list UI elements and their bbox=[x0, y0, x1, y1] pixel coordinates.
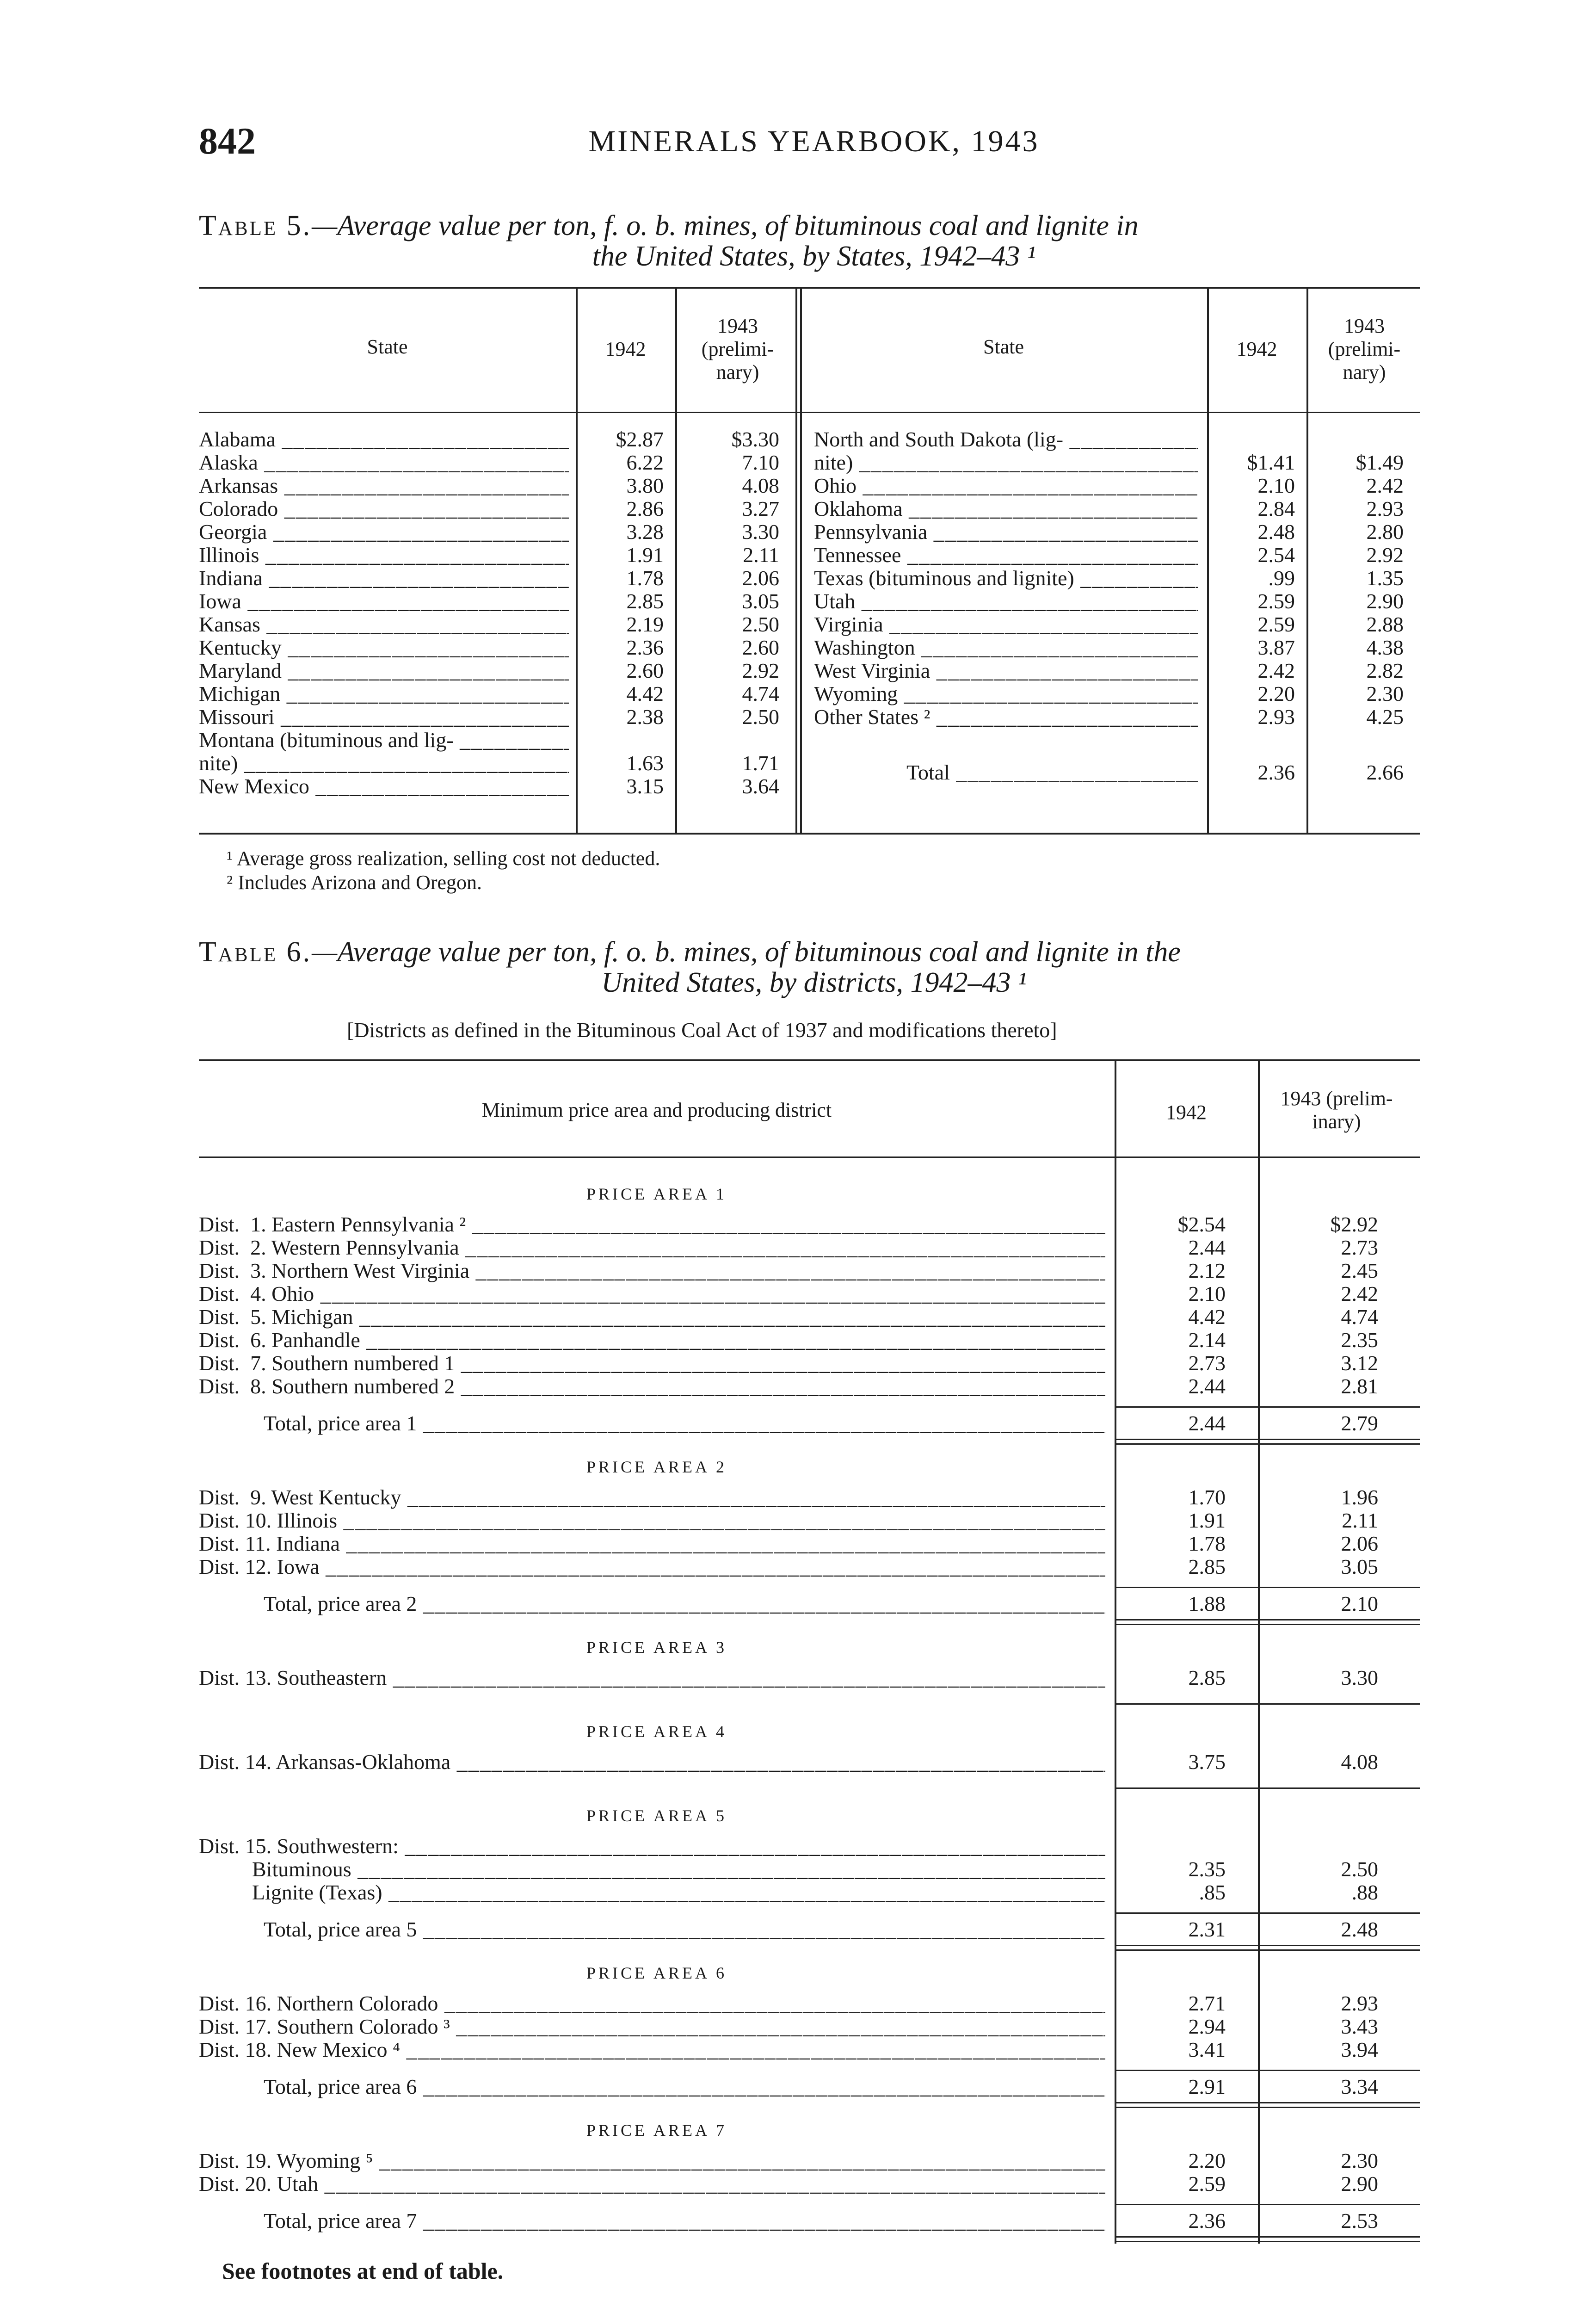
t5-value-1943: 2.30 bbox=[1366, 682, 1404, 705]
t6-value-1943: 2.73 bbox=[1341, 1236, 1378, 1259]
t6-row bbox=[199, 1305, 1420, 1329]
t5-state-name: nite) _____ bbox=[814, 451, 1198, 474]
t5-value-1943: 2.88 bbox=[1366, 612, 1404, 636]
t5-col-1942-left: 1942 bbox=[605, 338, 646, 360]
t6-district-name: Dist. 3. Northern West Virginia _____ bbox=[199, 1259, 1105, 1282]
t6-area-rule bbox=[1115, 1945, 1420, 1946]
t6-total-row bbox=[199, 1918, 1420, 1941]
table6-header-rule bbox=[199, 1156, 1420, 1158]
t5-state-name: North and South Dakota (lig- _____ bbox=[814, 428, 1198, 451]
t5-state-name: nite) _____ bbox=[199, 752, 569, 775]
t6-row bbox=[199, 1509, 1420, 1532]
t6-district-name: Dist. 7. Southern numbered 1 _____ bbox=[199, 1352, 1105, 1375]
t6-total-row bbox=[199, 2075, 1420, 2098]
t5-col-state-right: State bbox=[983, 335, 1024, 358]
t5-value-1943: 2.50 bbox=[742, 612, 779, 636]
running-title: MINERALS YEARBOOK, 1943 bbox=[588, 124, 1040, 158]
t5-footnote-1: ¹ Average gross realization, selling cost not deducted. bbox=[227, 847, 660, 870]
t5-value-1942: 3.80 bbox=[626, 474, 664, 497]
t5-state-name: Pennsylvania _____ bbox=[814, 520, 1198, 544]
t5-value-1943: 1.71 bbox=[742, 751, 779, 775]
t6-district-name: Dist. 11. Indiana _____ bbox=[199, 1532, 1105, 1555]
t5-state-name: Oklahoma _____ bbox=[814, 497, 1198, 520]
t5-row bbox=[199, 474, 1420, 497]
t5-total-1942: 2.36 bbox=[1257, 761, 1295, 784]
t6-value-1943: 3.12 bbox=[1341, 1351, 1378, 1375]
t5-value-1942: 2.59 bbox=[1257, 612, 1295, 636]
t6-row bbox=[199, 1881, 1420, 1904]
t5-state-name: Alaska _____ bbox=[199, 451, 569, 474]
price-area-heading: PRICE AREA 3 bbox=[586, 1638, 727, 1657]
table6-caption-line1: —Average value per ton, f. o. b. mines, of bituminous coal and lignite in the bbox=[312, 936, 1181, 968]
t6-total-1942: 2.44 bbox=[1188, 1411, 1226, 1435]
t6-value-1942: 2.35 bbox=[1188, 1857, 1226, 1881]
t6-value-1943: 4.74 bbox=[1341, 1305, 1378, 1329]
t6-row bbox=[199, 1282, 1420, 1305]
table6-caption bbox=[199, 937, 1429, 998]
t6-value-1942: 1.70 bbox=[1188, 1485, 1226, 1509]
t6-value-1942: 2.85 bbox=[1188, 1666, 1226, 1689]
t5-row bbox=[199, 659, 1420, 682]
t6-district-name: Dist. 15. Southwestern: _____ bbox=[199, 1835, 1105, 1858]
t5-state-name: Missouri _____ bbox=[199, 705, 569, 729]
t5-row bbox=[199, 520, 1420, 544]
t5-value-1943: 2.82 bbox=[1366, 659, 1404, 682]
t6-row bbox=[199, 1750, 1420, 1774]
t6-value-1943: 2.45 bbox=[1341, 1259, 1378, 1282]
t5-value-1942: 2.38 bbox=[626, 705, 664, 729]
table5-bottom-rule bbox=[199, 833, 1420, 835]
t6-total-1943: 2.79 bbox=[1341, 1411, 1378, 1435]
t6-area-rule-double bbox=[1115, 2107, 1420, 2108]
t6-total-label: Total, price area 7 _____ bbox=[264, 2209, 1105, 2233]
t6-row bbox=[199, 1329, 1420, 1352]
t6-area-rule bbox=[1115, 1787, 1420, 1789]
t6-col-district: Minimum price area and producing district bbox=[481, 1099, 832, 1121]
t5-state-name: Wyoming _____ bbox=[814, 682, 1198, 705]
t6-value-1943: 2.42 bbox=[1341, 1282, 1378, 1305]
t6-row bbox=[199, 2015, 1420, 2038]
t6-total-rule bbox=[1115, 2204, 1420, 2205]
t5-state-name: Ohio _____ bbox=[814, 474, 1198, 497]
t6-value-1943: 2.90 bbox=[1341, 2172, 1378, 2195]
t6-total-row bbox=[199, 2209, 1420, 2233]
t5-row bbox=[199, 682, 1420, 705]
running-header bbox=[199, 119, 1429, 175]
t6-col-1942: 1942 bbox=[1166, 1101, 1207, 1124]
t5-value-1943: 1.35 bbox=[1366, 566, 1404, 590]
t6-value-1942: 4.42 bbox=[1188, 1305, 1226, 1329]
t6-district-name: Dist. 19. Wyoming ⁵ _____ bbox=[199, 2149, 1105, 2172]
t6-district-name: Dist. 10. Illinois _____ bbox=[199, 1509, 1105, 1532]
t6-total-label: Total, price area 6 _____ bbox=[264, 2075, 1105, 2098]
t6-total-1942: 2.31 bbox=[1188, 1917, 1226, 1941]
t5-row bbox=[199, 613, 1420, 636]
t6-district-name: Lignite (Texas) _____ bbox=[199, 1881, 1105, 1904]
t6-total-row bbox=[199, 1592, 1420, 1615]
table6-top-rule bbox=[199, 1059, 1420, 1061]
t5-state-name: Michigan _____ bbox=[199, 682, 569, 705]
t5-value-1943: 3.27 bbox=[742, 497, 779, 520]
t5-value-1942: 4.42 bbox=[626, 682, 664, 705]
t6-total-1942: 2.36 bbox=[1188, 2209, 1226, 2233]
t5-value-1942: 2.60 bbox=[626, 659, 664, 682]
t6-value-1942: 3.41 bbox=[1188, 2038, 1226, 2061]
price-area-heading: PRICE AREA 7 bbox=[586, 2121, 727, 2140]
t5-value-1943: 4.08 bbox=[742, 474, 779, 497]
price-area-heading: PRICE AREA 5 bbox=[586, 1806, 727, 1825]
t5-value-1942: $1.41 bbox=[1247, 451, 1295, 474]
t6-value-1943: 4.08 bbox=[1341, 1750, 1378, 1774]
price-area-heading: PRICE AREA 2 bbox=[586, 1458, 727, 1476]
t5-value-1942: $2.87 bbox=[616, 427, 664, 451]
t5-value-1942: 2.93 bbox=[1257, 705, 1295, 729]
t5-value-1942: 3.28 bbox=[626, 520, 664, 544]
table6-subnote: [Districts as defined in the Bituminous Coal Act of 1937 and modifications thereto] bbox=[347, 1018, 1057, 1042]
t6-value-1943: 3.05 bbox=[1341, 1555, 1378, 1578]
t6-total-row bbox=[199, 1412, 1420, 1435]
t5-value-1942: 2.54 bbox=[1257, 543, 1295, 567]
t6-total-1943: 3.34 bbox=[1341, 2075, 1378, 2098]
t5-total-1943: 2.66 bbox=[1366, 761, 1404, 784]
t6-value-1942: 2.44 bbox=[1188, 1236, 1226, 1259]
t6-value-1943: 2.93 bbox=[1341, 1991, 1378, 2015]
t5-state-name: Indiana _____ bbox=[199, 567, 569, 590]
t6-row bbox=[199, 1992, 1420, 2015]
t5-value-1943: 2.11 bbox=[743, 543, 779, 567]
t5-state-name: Texas (bituminous and lignite) _____ bbox=[814, 567, 1198, 590]
t5-value-1943: 2.93 bbox=[1366, 497, 1404, 520]
t6-row bbox=[199, 1236, 1420, 1259]
t6-area-rule-double bbox=[1115, 1949, 1420, 1951]
t6-district-name: Dist. 20. Utah _____ bbox=[199, 2172, 1105, 2195]
t6-value-1943: 3.43 bbox=[1341, 2015, 1378, 2038]
t5-value-1943: 2.06 bbox=[742, 566, 779, 590]
see-footnotes: See footnotes at end of table. bbox=[222, 2258, 504, 2284]
t6-district-name: Dist. 14. Arkansas-Oklahoma _____ bbox=[199, 1750, 1105, 1774]
t5-value-1942: 2.19 bbox=[626, 612, 664, 636]
t6-area-rule bbox=[1115, 2102, 1420, 2103]
t5-state-name: Kentucky _____ bbox=[199, 636, 569, 659]
t5-row bbox=[199, 544, 1420, 567]
t6-row bbox=[199, 1532, 1420, 1555]
t6-value-1943: 3.30 bbox=[1341, 1666, 1378, 1689]
t6-area-rule-double bbox=[1115, 1443, 1420, 1445]
t5-value-1942: 6.22 bbox=[626, 451, 664, 474]
price-area-heading: PRICE AREA 1 bbox=[586, 1185, 727, 1203]
t6-value-1942: .85 bbox=[1199, 1880, 1226, 1904]
t6-row bbox=[199, 1666, 1420, 1689]
t6-district-name: Dist. 6. Panhandle _____ bbox=[199, 1329, 1105, 1352]
t5-state-name: Illinois _____ bbox=[199, 544, 569, 567]
t6-value-1943: 2.30 bbox=[1341, 2149, 1378, 2172]
t5-col-state-left: State bbox=[367, 335, 408, 358]
t6-value-1943: .88 bbox=[1351, 1880, 1378, 1904]
t5-row bbox=[199, 729, 1420, 752]
t5-value-1942: 2.86 bbox=[626, 497, 664, 520]
table5 bbox=[199, 287, 1420, 847]
t5-value-1942: 2.84 bbox=[1257, 497, 1295, 520]
t5-value-1943: $1.49 bbox=[1356, 451, 1404, 474]
table5-caption bbox=[199, 210, 1429, 272]
t6-area-rule-double bbox=[1115, 1624, 1420, 1625]
t6-value-1942: 2.20 bbox=[1188, 2149, 1226, 2172]
t5-value-1942: 3.87 bbox=[1257, 636, 1295, 659]
t6-district-name: Dist. 2. Western Pennsylvania _____ bbox=[199, 1236, 1105, 1259]
t6-district-name: Dist. 17. Southern Colorado ³ _____ bbox=[199, 2015, 1105, 2038]
t5-state-name: Colorado _____ bbox=[199, 497, 569, 520]
t5-state-name: Other States ² _____ bbox=[814, 705, 1198, 729]
t5-state-name: Iowa _____ bbox=[199, 590, 569, 613]
t6-total-rule bbox=[1115, 1406, 1420, 1408]
t6-total-rule bbox=[1115, 1912, 1420, 1914]
t5-value-1942: 1.91 bbox=[626, 543, 664, 567]
t5-value-1942: 2.48 bbox=[1257, 520, 1295, 544]
t6-value-1942: 2.71 bbox=[1188, 1991, 1226, 2015]
t6-total-label: Total, price area 1 _____ bbox=[264, 1412, 1105, 1435]
table6-caption-line2: United States, by districts, 1942–43 ¹ bbox=[601, 967, 1027, 998]
t6-district-name: Dist. 1. Eastern Pennsylvania ² _____ bbox=[199, 1213, 1105, 1236]
t6-value-1943: 1.96 bbox=[1341, 1485, 1378, 1509]
t6-district-name: Dist. 5. Michigan _____ bbox=[199, 1305, 1105, 1329]
t5-state-name: Virginia _____ bbox=[814, 613, 1198, 636]
t6-row bbox=[199, 1486, 1420, 1509]
t5-footnote-2: ² Includes Arizona and Oregon. bbox=[227, 871, 482, 894]
t6-value-1942: 3.75 bbox=[1188, 1750, 1226, 1774]
table6-label: Table 6. bbox=[199, 936, 312, 968]
table5-caption-line1: —Average value per ton, f. o. b. mines, of bituminous coal and lignite in bbox=[312, 210, 1139, 241]
t6-area-rule bbox=[1115, 1703, 1420, 1705]
table5-top-rule bbox=[199, 287, 1420, 289]
t6-row bbox=[199, 1375, 1420, 1398]
t6-value-1942: 2.10 bbox=[1188, 1282, 1226, 1305]
t5-value-1943: 2.92 bbox=[1366, 543, 1404, 567]
t5-value-1942: 2.85 bbox=[626, 589, 664, 613]
t6-district-name: Dist. 13. Southeastern _____ bbox=[199, 1666, 1105, 1689]
t6-total-label: Total, price area 5 _____ bbox=[264, 1918, 1105, 1941]
t5-value-1943: 2.92 bbox=[742, 659, 779, 682]
t5-value-1943: 2.42 bbox=[1366, 474, 1404, 497]
t6-row bbox=[199, 1213, 1420, 1236]
t6-area-rule bbox=[1115, 1439, 1420, 1440]
t6-value-1942: $2.54 bbox=[1177, 1212, 1226, 1236]
t5-row bbox=[199, 705, 1420, 729]
t5-state-name: Utah _____ bbox=[814, 590, 1198, 613]
t5-value-1942: .99 bbox=[1268, 566, 1295, 590]
t5-value-1943: 4.74 bbox=[742, 682, 779, 705]
t5-value-1942: 1.63 bbox=[626, 751, 664, 775]
t6-row bbox=[199, 2149, 1420, 2172]
t5-state-name: Arkansas _____ bbox=[199, 474, 569, 497]
t5-col-1943-left: 1943 (prelimi-nary) bbox=[701, 315, 774, 383]
t5-value-1943: 3.30 bbox=[742, 520, 779, 544]
table5-label: Table 5. bbox=[199, 210, 312, 241]
t5-value-1942: 3.15 bbox=[626, 774, 664, 798]
t5-row bbox=[199, 590, 1420, 613]
t6-row bbox=[199, 2172, 1420, 2195]
t5-state-name: New Mexico _____ bbox=[199, 775, 569, 798]
price-area-heading: PRICE AREA 4 bbox=[586, 1722, 727, 1741]
t6-total-1943: 2.48 bbox=[1341, 1917, 1378, 1941]
t6-value-1942: 2.73 bbox=[1188, 1351, 1226, 1375]
t5-col-1942-right: 1942 bbox=[1236, 338, 1277, 360]
t5-value-1942: 2.59 bbox=[1257, 589, 1295, 613]
t6-total-1942: 2.91 bbox=[1188, 2075, 1226, 2098]
t5-value-1943: 7.10 bbox=[742, 451, 779, 474]
t5-value-1943: $3.30 bbox=[731, 427, 779, 451]
t5-value-1943: 4.38 bbox=[1366, 636, 1404, 659]
t5-row bbox=[199, 497, 1420, 520]
t5-value-1943: 3.05 bbox=[742, 589, 779, 613]
t6-value-1942: 2.44 bbox=[1188, 1374, 1226, 1398]
t5-total-row bbox=[199, 761, 1420, 784]
t5-total-label: Total _____ bbox=[814, 761, 1198, 784]
t6-value-1943: 2.50 bbox=[1341, 1857, 1378, 1881]
t6-value-1942: 2.85 bbox=[1188, 1555, 1226, 1578]
t5-state-name: Tennessee _____ bbox=[814, 544, 1198, 567]
t6-row bbox=[199, 1259, 1420, 1282]
t6-district-name: Bituminous _____ bbox=[199, 1858, 1105, 1881]
t6-value-1942: 1.91 bbox=[1188, 1509, 1226, 1532]
t6-value-1942: 2.59 bbox=[1188, 2172, 1226, 2195]
t6-district-name: Dist. 8. Southern numbered 2 _____ bbox=[199, 1375, 1105, 1398]
t6-value-1943: 3.94 bbox=[1341, 2038, 1378, 2061]
t5-state-name: Montana (bituminous and lig- _____ bbox=[199, 729, 569, 752]
t6-total-1943: 2.53 bbox=[1341, 2209, 1378, 2233]
t5-state-name: Alabama _____ bbox=[199, 428, 569, 451]
t6-col-1943: 1943 (prelim-inary) bbox=[1280, 1087, 1393, 1133]
t6-row bbox=[199, 1835, 1420, 1858]
t6-value-1943: 2.81 bbox=[1341, 1374, 1378, 1398]
t6-value-1943: 2.06 bbox=[1341, 1532, 1378, 1555]
t6-district-name: Dist. 16. Northern Colorado _____ bbox=[199, 1992, 1105, 2015]
t6-value-1942: 2.14 bbox=[1188, 1328, 1226, 1352]
t6-district-name: Dist. 12. Iowa _____ bbox=[199, 1555, 1105, 1578]
t6-value-1942: 2.94 bbox=[1188, 2015, 1226, 2038]
table5-header-rule bbox=[199, 412, 1420, 413]
t6-total-1943: 2.10 bbox=[1341, 1592, 1378, 1615]
t5-value-1942: 1.78 bbox=[626, 566, 664, 590]
t5-value-1943: 2.50 bbox=[742, 705, 779, 729]
t6-value-1942: 2.12 bbox=[1188, 1259, 1226, 1282]
t5-row bbox=[199, 636, 1420, 659]
t5-value-1943: 2.60 bbox=[742, 636, 779, 659]
t5-value-1943: 4.25 bbox=[1366, 705, 1404, 729]
t6-row bbox=[199, 1555, 1420, 1578]
t5-value-1943: 2.90 bbox=[1366, 589, 1404, 613]
t6-value-1943: 2.35 bbox=[1341, 1328, 1378, 1352]
table5-caption-line2: the United States, by States, 1942–43 ¹ bbox=[592, 241, 1036, 272]
t5-value-1942: 2.10 bbox=[1257, 474, 1295, 497]
t6-value-1942: 1.78 bbox=[1188, 1532, 1226, 1555]
t6-district-name: Dist. 4. Ohio _____ bbox=[199, 1282, 1105, 1305]
t6-area-rule-double bbox=[1115, 2241, 1420, 2242]
t5-value-1943: 2.80 bbox=[1366, 520, 1404, 544]
t5-state-name: Washington _____ bbox=[814, 636, 1198, 659]
t5-row bbox=[199, 567, 1420, 590]
t6-total-rule bbox=[1115, 2070, 1420, 2071]
t5-value-1942: 2.20 bbox=[1257, 682, 1295, 705]
price-area-heading: PRICE AREA 6 bbox=[586, 1964, 727, 1982]
t5-state-name: Kansas _____ bbox=[199, 613, 569, 636]
t5-row bbox=[199, 428, 1420, 451]
t5-col-1943-right: 1943 (prelimi-nary) bbox=[1328, 315, 1401, 383]
t6-value-1943: $2.92 bbox=[1330, 1212, 1378, 1236]
t6-area-rule bbox=[1115, 1619, 1420, 1620]
t5-value-1942: 2.42 bbox=[1257, 659, 1295, 682]
t6-row bbox=[199, 1352, 1420, 1375]
t6-total-label: Total, price area 2 _____ bbox=[264, 1592, 1105, 1615]
t5-state-name: Maryland _____ bbox=[199, 659, 569, 682]
t5-state-name: West Virginia _____ bbox=[814, 659, 1198, 682]
t6-area-rule bbox=[1115, 2236, 1420, 2238]
t6-district-name: Dist. 18. New Mexico ⁴ _____ bbox=[199, 2038, 1105, 2061]
t6-total-rule bbox=[1115, 1587, 1420, 1588]
table5-footnotes bbox=[199, 847, 660, 895]
t5-value-1942: 2.36 bbox=[626, 636, 664, 659]
t5-row bbox=[199, 451, 1420, 474]
t6-row bbox=[199, 2038, 1420, 2061]
t6-total-1942: 1.88 bbox=[1188, 1592, 1226, 1615]
t6-row bbox=[199, 1858, 1420, 1881]
t6-value-1943: 2.11 bbox=[1342, 1509, 1378, 1532]
table6 bbox=[199, 1059, 1420, 2253]
t6-district-name: Dist. 9. West Kentucky _____ bbox=[199, 1486, 1105, 1509]
page-number: 842 bbox=[199, 120, 256, 162]
t5-state-name: Georgia _____ bbox=[199, 520, 569, 544]
t5-value-1943: 3.64 bbox=[742, 774, 779, 798]
